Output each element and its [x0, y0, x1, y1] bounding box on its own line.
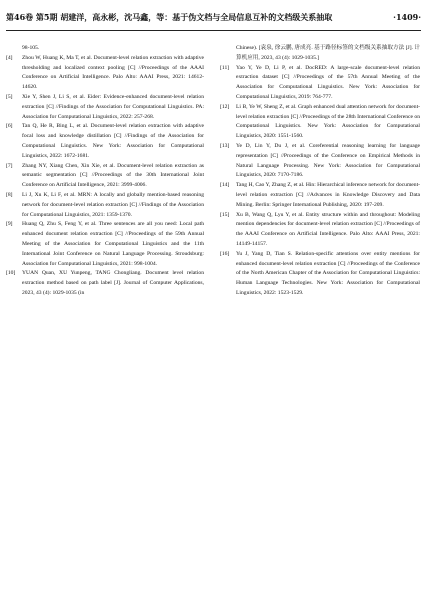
reference-entry	[6, 220, 204, 269]
reference-number: [11]	[220, 64, 230, 71]
reference-entry	[6, 162, 204, 191]
reference-number: [12]	[220, 103, 230, 110]
reference-number: [7]	[6, 162, 13, 169]
reference-text: Xu B, Wang Q, Lyu Y, et al. Entity structure within and throughout: Modeling mention dependencies for document-level relation extraction [C] //Proceedings of the AAAI Conference on Artificial Intelligence. Palo Alto: AAAI Press, 2021: 14149-14157.	[236, 211, 420, 247]
reference-text: YUAN Quan, XU Yunpeng, TANG Chongliang. Document level relation extraction method based on path label [J]. Journal of Computer Applications, 2023, 43 (4): 1029-1035 (in	[22, 270, 204, 296]
reference-text: Xie Y, Shen J, Li S, et al. Eider: Evidence-enhanced document-level relation extraction [C] //Findings of the Association for Computational Linguistics. PA: Association for Computational Linguistics, 2022: 257-268.	[22, 93, 204, 120]
reference-entry	[6, 269, 204, 298]
reference-entry	[220, 211, 420, 250]
reference-entry	[220, 181, 420, 210]
reference-number: [15]	[220, 211, 230, 218]
reference-text: Yu J, Yang D, Tian S. Relation-specific attentions over entity mentions for enhanced document-level relation extraction [C] //Proceedings of the Conference of the North American Chapter of the Association for Computational Linguistics: Human Language Technologies. New York: Association for Computational Linguistics, 2022: 1523-1529.	[236, 250, 420, 296]
page-number: ·1409·	[393, 12, 421, 22]
reference-text: Tan Q, He R, Bing L, et al. Document-level relation extraction with adaptive focal loss and knowledge distillation [C] //Findings of the Association for Computational Linguistics. New York: Association for Computational Linguistics, 2022: 1672-1681.	[22, 123, 204, 159]
reference-entry	[6, 93, 204, 122]
reference-text: Zhang NY, Xiang Chen, Xin Xie, et al. Document-level relation extraction as semantic segmentation [C] //Proceedings of the 30th International Joint Conference on Artificial Intelligence, 2021: 3999-4006.	[22, 162, 204, 189]
reference-text: Huang Q, Zhu S, Feng Y, et al. Three sentences are all you need: Local path enhanced document relation extraction [C] //Proceedings of the 59th Annual Meeting of the Association for Computational Linguistics and the 11th International Joint Conference on Natural Language Processing. Stroudsburg: Association for Computational Linguistics, 2021: 998-1004.	[22, 221, 204, 267]
running-header	[6, 6, 421, 31]
reference-number: [10]	[6, 270, 16, 277]
reference-entry	[220, 103, 420, 142]
running-header-title: 第46卷 第5期 胡建洋，高永彬，沈马鑫，等：基于伪文档与全局信息互补的文档级关系抽取	[6, 12, 333, 22]
reference-continuation: Chinese). [袁泉, 徐云鹏, 唐成亮. 基于路径标签的文档级关系抽取方法 [J]. 计算机应用, 2023, 43 (4): 1029-1035.]	[236, 45, 420, 61]
reference-continuation: 98-105.	[22, 45, 40, 51]
reference-text: Zhou W, Huang K, Ma T, et al. Document-level relation extraction with adaptive thresholding and localized context pooling [C] //Proceedings of the AAAI Conference on Artificial Intelligence. Palo Alto: AAAI Press, 2021: 14612-14620.	[22, 54, 204, 91]
reference-number: [6]	[6, 123, 13, 130]
reference-number: [13]	[220, 142, 230, 149]
reference-text: Tang H, Cao Y, Zhang Z, et al. Hin: Hierarchical inference network for document-level relation extraction [C] //Advances in Knowledge Discovery and Data Mining. Berlin: Springer International Publishing, 2020: 197-209.	[236, 182, 420, 208]
reference-text: Li J, Xu K, Li F, et al. MRN: A locally and globally mention-based reasoning network for document-level relation extraction [C] //Findings of the Association for Computational Linguistics, 2021: 1359-1370.	[22, 191, 204, 218]
reference-entry	[220, 64, 420, 103]
reference-number: [4]	[6, 54, 13, 61]
reference-text: Yao Y, Ye D, Li P, et al. DocRED: A large-scale document-level relation extraction dataset [C] //Proceedings of the 57th Annual Meeting of the Association for Computational Linguistics. New York: Association for Computational Linguistics, 2019: 764-777.	[236, 64, 420, 100]
reference-entry	[6, 191, 204, 220]
reference-text: Ye D, Lin Y, Du J, et al. Coreferential reasoning learning for language representation [C] //Proceedings of the Conference on Empirical Methods in Natural Language Processing. New York: Association for Computational Linguistics, 2020: 7170-7186.	[236, 142, 420, 179]
reference-entry	[6, 54, 204, 93]
reference-entry	[6, 122, 204, 161]
reference-column-left	[6, 44, 204, 299]
reference-entry	[220, 142, 420, 181]
reference-column-right	[220, 44, 420, 299]
reference-number: [8]	[6, 191, 13, 198]
reference-text: Li B, Ye W, Sheng Z, et al. Graph enhanced dual attention network for document-level relation extraction [C] //Proceedings of the 28th International Conference on Computational Linguistics. New York: Association for Computational Linguistics, 2020: 1551-1560.	[236, 103, 420, 140]
reference-number: [5]	[6, 93, 13, 100]
reference-number: [14]	[220, 182, 230, 189]
reference-entry	[220, 250, 420, 299]
reference-number: [9]	[6, 221, 13, 228]
reference-number: [16]	[220, 250, 230, 257]
